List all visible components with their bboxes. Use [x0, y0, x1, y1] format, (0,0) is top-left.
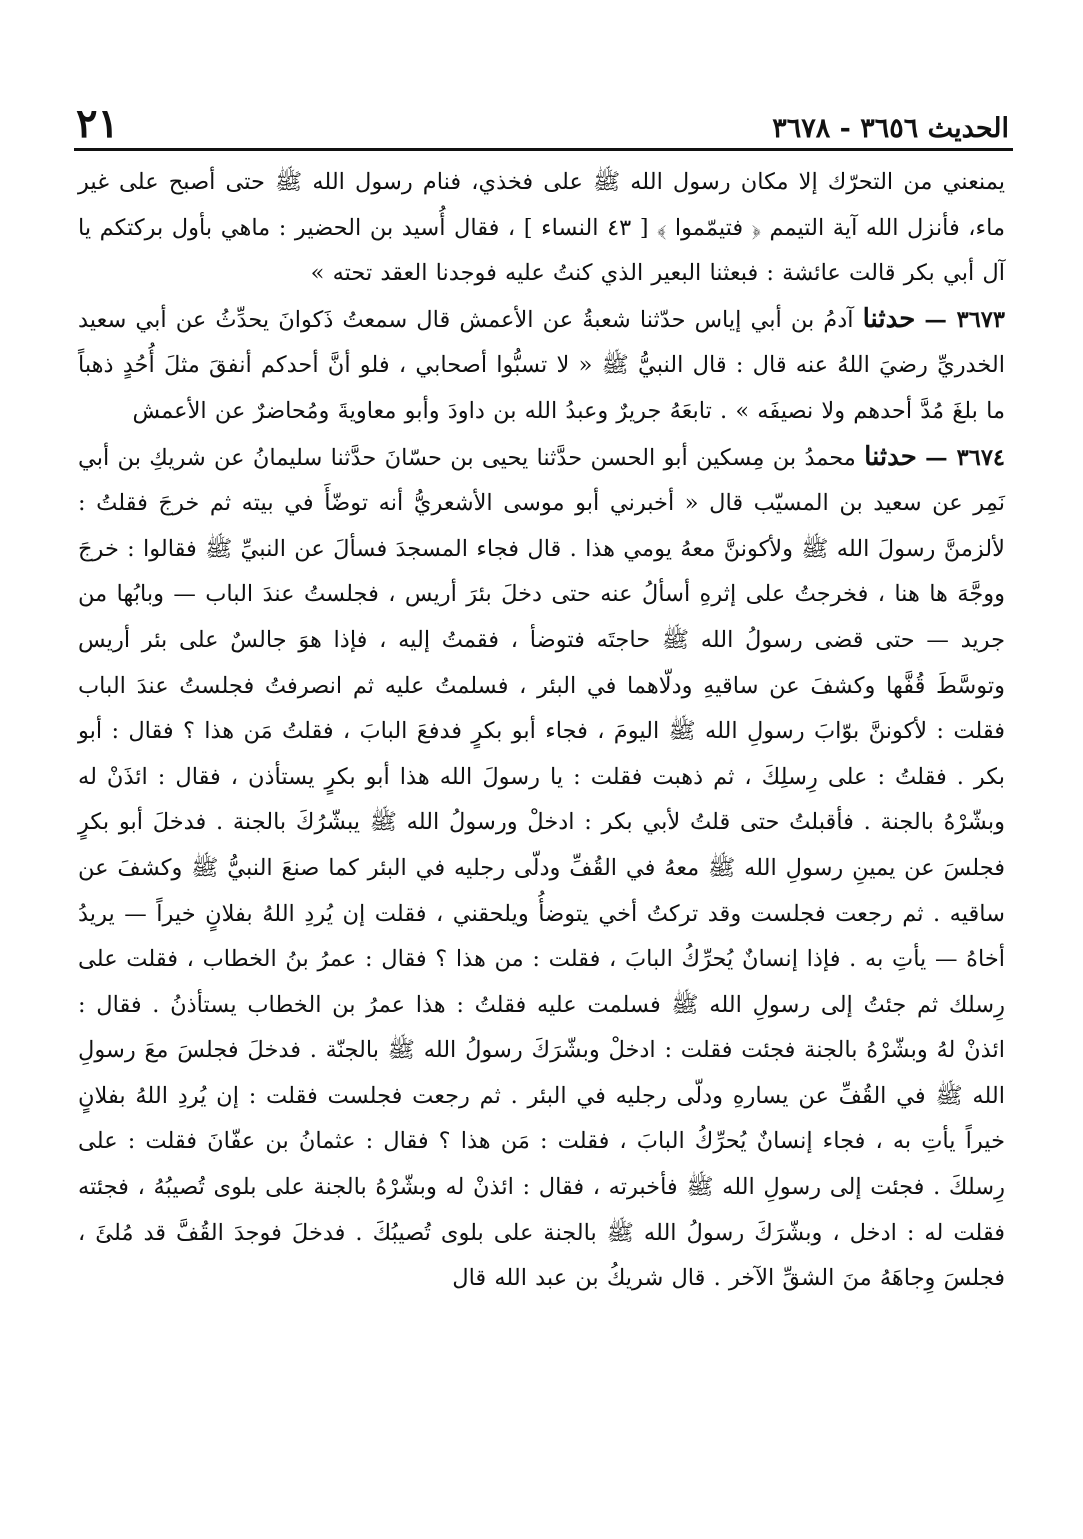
- hadith-3674: [78, 435, 1005, 1302]
- paragraph-text: يمنعني من التحرّك إلا مكان رسول الله ﷺ على فخذي، فنام رسول الله ﷺ حتى أصبح على غير ماء، فأنزل الله آية التيمم ﴿ فتيمّموا ﴾ [ ٤٣ النساء ] ، فقال أُسيد بن الحضير : ماهي بأول بركتكم يا آل أبي بكر قالت عائشة : فبعثنا البعير الذي كنتُ عليه فوجدنا العقد تحته »: [78, 169, 1006, 287]
- hadith-3673: [78, 297, 1005, 435]
- header-rule: [74, 148, 1013, 151]
- paragraph-continuation: [78, 160, 1005, 297]
- page-header: [76, 92, 1009, 147]
- hadith-text-body: [78, 160, 1005, 1302]
- haddathana-label: حدثنا: [862, 303, 916, 334]
- hadith-number: ٣٦٧٤ —: [925, 444, 1005, 471]
- hadith-number: ٣٦٧٣ —: [924, 306, 1005, 333]
- page-number: ٢١: [76, 100, 119, 147]
- paragraph-text: آدمُ بن أبي إياس حدّثنا شعبةُ عن الأعمش قال سمعتُ ذَكوانَ يحدِّثُ عن أبي سعيد الخدريِّ رضيَ اللهُ عنه قال : قال النبيُّ ﷺ « لا تسبُّوا أصحابي ، فلو أنَّ أحدكم أنفقَ مثلَ أُحُدٍ ذهباً ما بلغَ مُدَّ أحدهم ولا نصيفَه » . تابعَهُ جريرٌ وعبدُ الله بن داودَ وأبو معاويةَ ومُحاضرٌ عن الأعمش: [78, 306, 1005, 424]
- paragraph-text: محمدُ بن مِسكين أبو الحسن حدَّثنا يحيى بن حسّانَ حدَّثنا سليمانُ عن شريكِ بن أبي نَمِر عن سعيد بن المسيّب قال « أخبرني أبو موسى الأشعريُّ أنه توضّأَ في بيته ثم خرجَ فقلتُ : لألزمنَّ رسولَ الله ﷺ ولأكوننَّ معهُ يومي هذا . قال فجاء المسجدَ فسألَ عن النبيِّ ﷺ فقالوا : خرجَ ووجَّهَ ها هنا ، فخرجتُ على إثرهِ أسألُ عنه حتى دخلَ بئرَ أريس ، فجلستُ عندَ الباب — وبابُها من جريد — حتى قضى رسولُ الله ﷺ حاجتَه فتوضأ ، فقمتُ إليه ، فإذا هوَ جالسٌ على بئر أريس وتوسَّطَ قُفَّها وكشفَ عن ساقيهِ ودلّاهما في البئر ، فسلمتُ عليه ثم انصرفتُ فجلستُ عندَ الباب فقلت : لأكوننَّ بوّابَ رسولِ الله ﷺ اليومَ ، فجاء أبو بكرٍ فدفعَ البابَ ، فقلتُ مَن هذا ؟ فقال : أبو بكر . فقلتُ : على رِسلِكَ ، ثم ذهبت فقلت : يا رسولَ الله هذا أبو بكرٍ يستأذن ، فقال : ائذَنْ له وبشّرْهُ بالجنة . فأقبلتُ حتى قلتُ لأبي بكر : ادخلْ ورسولُ الله ﷺ يبشّرُكَ بالجنة . فدخلَ أبو بكرٍ فجلسَ عن يمينِ رسولِ الله ﷺ معهُ في القُفِّ ودلّى رجليه في البئر كما صنعَ النبيُّ ﷺ وكشفَ عن ساقيه . ثم رجعت فجلست وقد تركتُ أخي يتوضأُ ويلحقني ، فقلت إن يُردِ اللهُ بفلانٍ خيراً — يريدُ أخاهُ — يأتِ به . فإذا إنسانٌ يُحرِّكُ البابَ ، فقلت : من هذا ؟ فقال : عمرُ بنُ الخطاب ، فقلت على رِسلك ثم جئتُ إلى رسولِ الله ﷺ فسلمت عليه فقلتُ : هذا عمرُ بن الخطاب يستأذنُ . فقال : ائذنْ لهُ وبشّرْهُ بالجنة فجئت فقلت : ادخلْ وبشّرَكَ رسولُ الله ﷺ بالجنّة . فدخلَ فجلسَ معَ رسولِ الله ﷺ في القُفِّ عن يسارهِ ودلّى رجليه في البئر . ثم رجعت فجلست فقلت : إن يُردِ اللهُ بفلانٍ خيراً يأتِ به ، فجاء إنسانٌ يُحرِّكُ البابَ ، فقلت : مَن هذا ؟ فقال : عثمانُ بن عفّانَ فقلت : على رِسلكَ . فجئت إلى رسولِ الله ﷺ فأخبرته ، فقال : ائذنْ له وبشّرْهُ بالجنة على بلوى تُصيبُهُ ، فجئته فقلت له : ادخل ، وبشّرَكَ رسولُ الله ﷺ بالجنة على بلوى تُصيبُكَ . فدخلَ فوجدَ القُفَّ قد مُلئَ ، فجلسَ وِجاهَهُ منَ الشقِّ الآخر . قال شريكُ بن عبد الله قال: [78, 444, 1005, 1292]
- haddathana-label: حدثنا: [864, 441, 917, 472]
- running-title: الحديث ٣٦٥٦ - ٣٦٧٨: [772, 113, 1009, 144]
